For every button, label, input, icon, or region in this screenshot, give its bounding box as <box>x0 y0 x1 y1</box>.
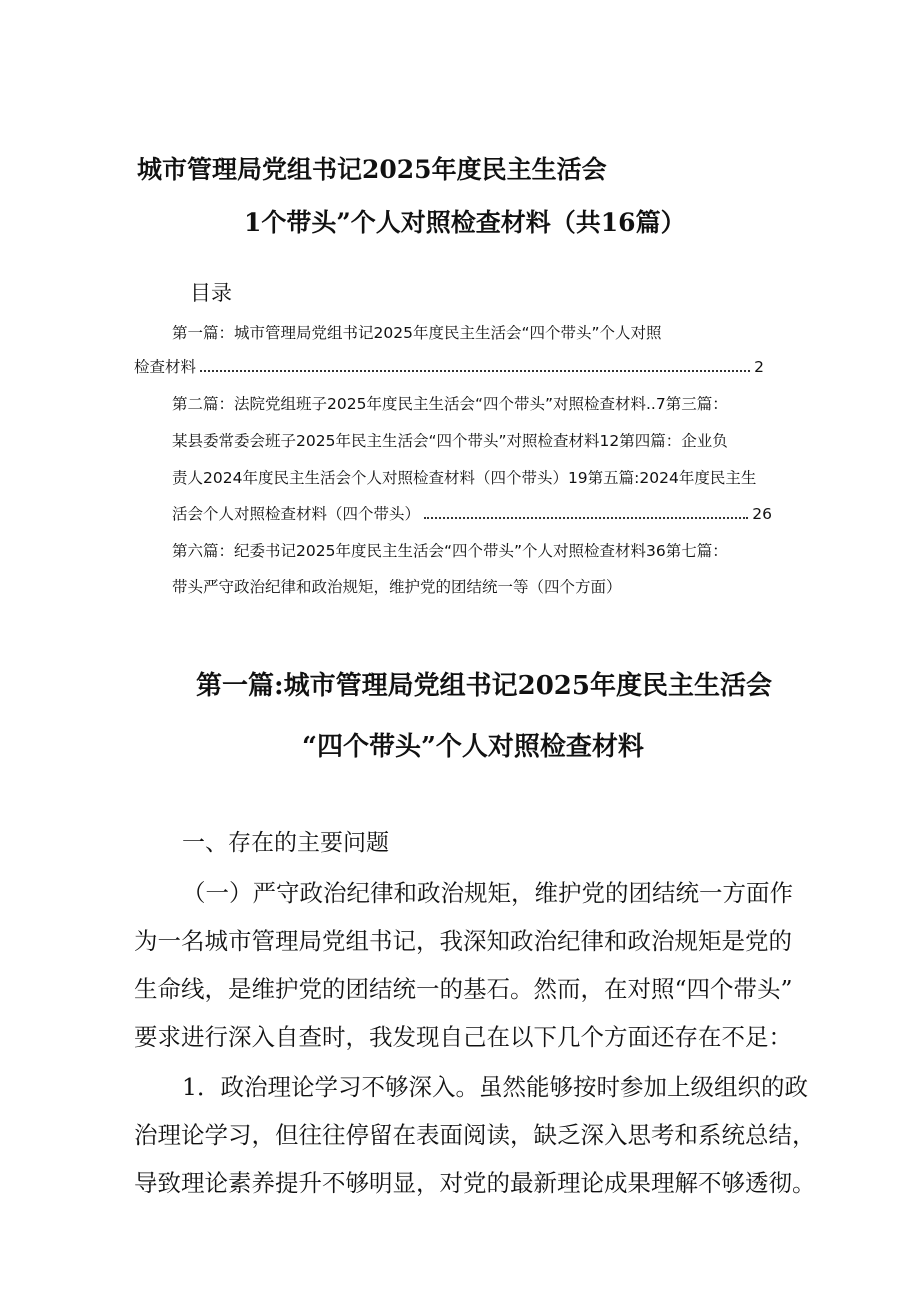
toc-entry-1-continued[interactable] <box>134 355 764 377</box>
section-title-line2: “四个带头”个人对照检查材料 <box>302 732 644 762</box>
toc-line-6[interactable] <box>172 502 772 524</box>
toc-line-3[interactable]: 第二篇：法院党组班子2025年度民主生活会“四个带头”对照检查材料..7第三篇： <box>172 395 728 413</box>
paragraph-1-line: 要求进行深入自查时，我发现自己在以下几个方面还存在不足： <box>134 1023 792 1051</box>
toc-line-8[interactable]: 带头严守政治纪律和政治规矩，维护党的团结统一等（四个方面） <box>172 578 622 596</box>
toc-leader-dots <box>424 516 748 519</box>
toc-line-5[interactable]: 责人2024年度民主生活会个人对照检查材料（四个带头）19第五篇:2024年度民主生 <box>172 469 757 487</box>
toc-leader-dots <box>200 369 750 372</box>
section-heading-problems: 一、存在的主要问题 <box>182 830 389 856</box>
toc-line-6-text: 活会个人对照检查材料（四个带头） <box>172 505 421 523</box>
toc-entry-1[interactable]: 第一篇：城市管理局党组书记2025年度民主生活会“四个带头”个人对照 <box>172 324 662 342</box>
toc-entry-1-page: 2 <box>754 358 764 376</box>
paragraph-1-line: 为一名城市管理局党组书记，我深知政治纪律和政治规矩是党的 <box>134 927 792 955</box>
toc-entry-1-text: 检查材料 <box>134 358 197 376</box>
paragraph-1-line: （一）严守政治纪律和政治规矩，维护党的团结统一方面作 <box>182 879 793 907</box>
section-title-line1: 第一篇:城市管理局党组书记2025年度民主生活会 <box>196 671 772 701</box>
toc-line-7[interactable]: 第六篇：纪委书记2025年度民主生活会“四个带头”个人对照检查材料36第七篇： <box>172 542 728 560</box>
document-title-line1: 城市管理局党组书记2025年度民主生活会 <box>137 155 607 184</box>
paragraph-2-line: 治理论学习，但往往停留在表面阅读，缺乏深入思考和系统总结， <box>134 1121 816 1149</box>
paragraph-1-line: 生命线，是维护党的团结统一的基石。然而，在对照“四个带头” <box>134 975 793 1003</box>
toc-heading: 目录 <box>190 281 232 305</box>
paragraph-2-line: 1．政治理论学习不够深入。虽然能够按时参加上级组织的政 <box>182 1073 808 1101</box>
document-title-line2: 1个带头”个人对照检查材料（共16篇） <box>244 208 686 237</box>
toc-line-6-page: 26 <box>752 505 772 523</box>
paragraph-2-line: 导致理论素养提升不够明显，对党的最新理论成果理解不够透彻。 <box>134 1169 816 1197</box>
toc-line-4[interactable]: 某县委常委会班子2025年民主生活会“四个带头”对照检查材料12第四篇：企业负 <box>172 432 728 450</box>
